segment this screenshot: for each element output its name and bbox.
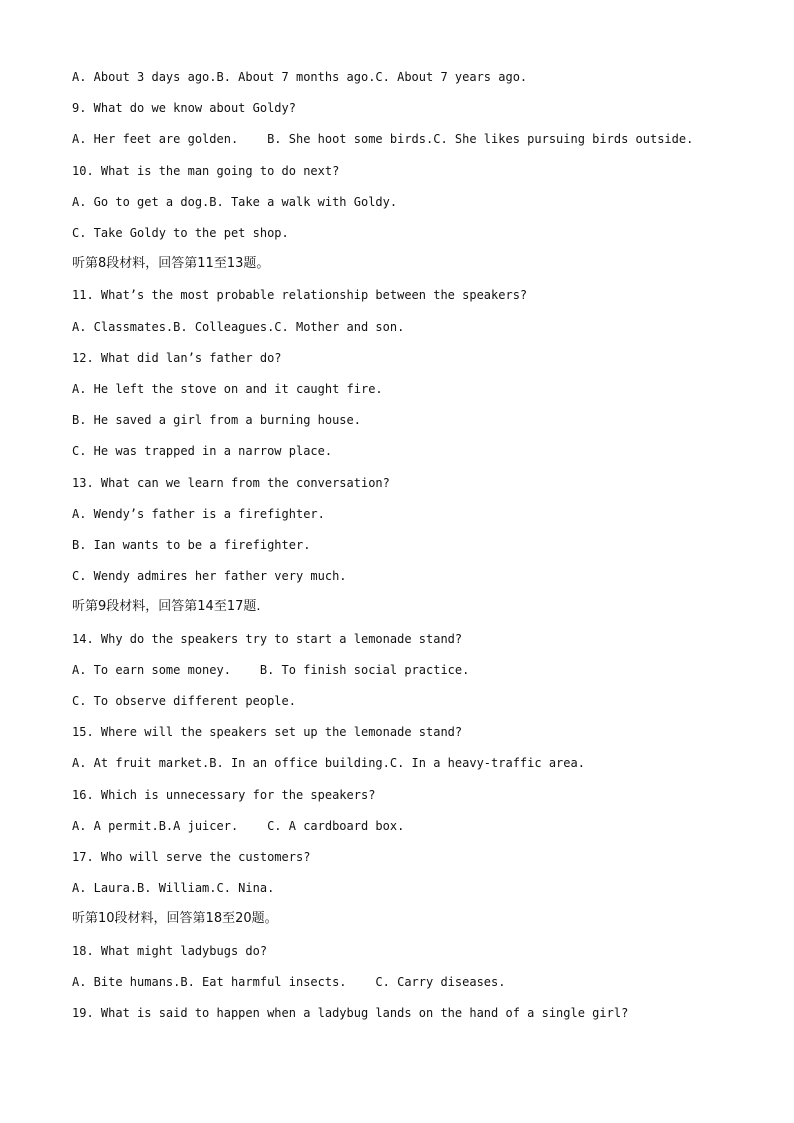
- section-heading: 听第10段材料，回答第18至20题。: [72, 911, 278, 927]
- question-text: 16. Which is unnecessary for the speakers?: [72, 787, 376, 802]
- section-heading: 听第8段材料，回答第11至13题。: [72, 256, 270, 272]
- answer-options: A. Classmates.B. Colleagues.C. Mother and son.: [72, 319, 405, 334]
- answer-options: A. Wendy’s father is a firefighter.: [72, 506, 325, 521]
- answer-options: A. Bite humans.B. Eat harmful insects. C. Carry diseases.: [72, 974, 506, 989]
- answer-options: C. Wendy admires her father very much.: [72, 569, 347, 584]
- answer-options: A. Her feet are golden. B. She hoot some birds.C. She likes pursuing birds outside.: [72, 132, 694, 147]
- answer-options: C. He was trapped in a narrow place.: [72, 444, 333, 459]
- answer-options: C. Take Goldy to the pet shop.: [72, 226, 289, 240]
- question-text: 18. What might ladybugs do?: [72, 943, 268, 958]
- answer-options: B. He saved a girl from a burning house.: [72, 413, 361, 428]
- question-text: 17. Who will serve the customers?: [72, 850, 311, 864]
- question-text: 12. What did lan’s father do?: [72, 350, 282, 365]
- question-text: 19. What is said to happen when a ladybug lands on the hand of a single girl?: [72, 1006, 629, 1020]
- section-heading: 听第9段材料，回答第14至17题.: [72, 599, 261, 615]
- answer-options: A. About 3 days ago.B. About 7 months ago.C. About 7 years ago.: [72, 70, 528, 84]
- answer-options: C. To observe different people.: [72, 694, 296, 708]
- question-text: 13. What can we learn from the conversation?: [72, 475, 390, 490]
- question-text: 15. Where will the speakers set up the lemonade stand?: [72, 725, 463, 740]
- answer-options: A. To earn some money. B. To finish social practice.: [72, 662, 470, 677]
- question-text: 10. What is the man going to do next?: [72, 163, 340, 178]
- question-text: 9. What do we know about Goldy?: [72, 101, 296, 116]
- answer-options: A. At fruit market.B. In an office building.C. In a heavy-traffic area.: [72, 756, 585, 771]
- question-text: 14. Why do the speakers try to start a lemonade stand?: [72, 631, 463, 646]
- answer-options: A. A permit.B.A juicer. C. A cardboard box.: [72, 818, 405, 833]
- answer-options: A. He left the stove on and it caught fire.: [72, 382, 383, 396]
- answer-options: B. Ian wants to be a firefighter.: [72, 538, 311, 552]
- answer-options: A. Laura.B. William.C. Nina.: [72, 881, 275, 896]
- answer-options: A. Go to get a dog.B. Take a walk with Goldy.: [72, 194, 398, 209]
- question-text: 11. What’s the most probable relationship between the speakers?: [72, 288, 528, 303]
